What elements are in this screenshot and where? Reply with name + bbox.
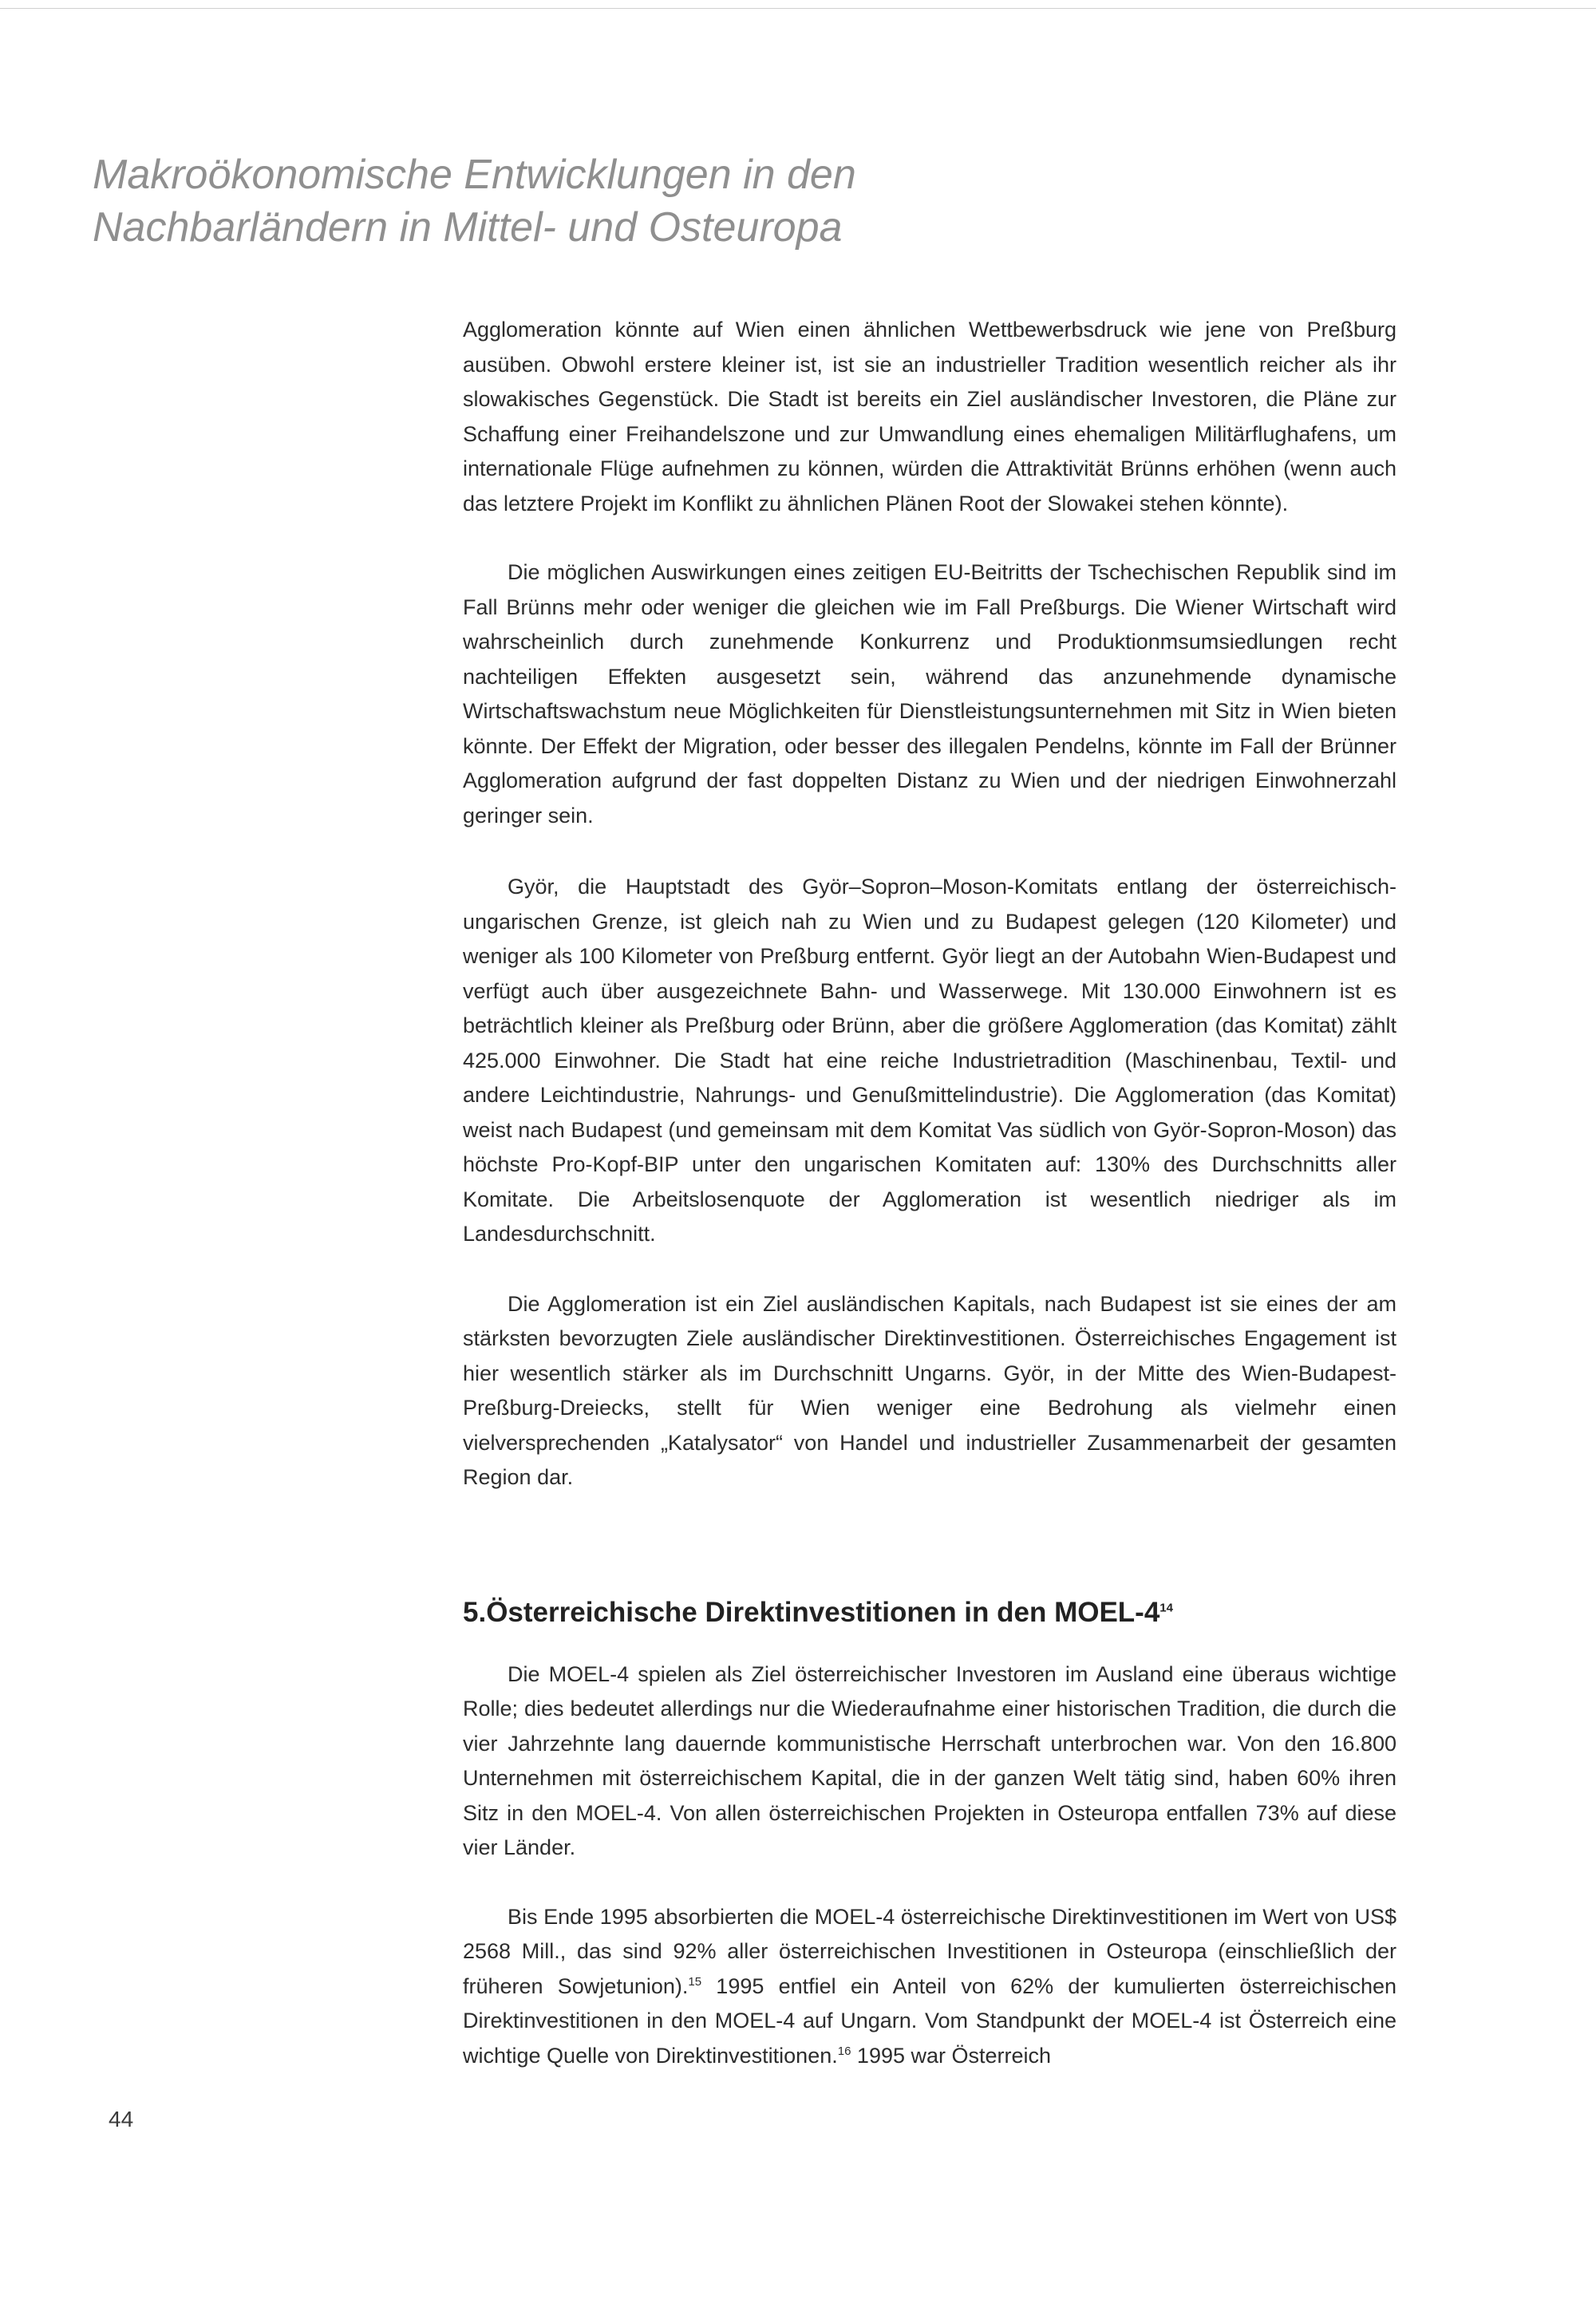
paragraph-moel4-role: Die MOEL-4 spielen als Ziel österreichischer Investoren im Ausland eine überaus wichtige Rolle; dies bedeutet allerdings nur die Wiederaufnahme einer historischen Tradition, die durch die vier Jahrzehnte lang dauernde kommunistische Herrschaft unterbrochen war. Von den 16.800 Unternehmen mit österreichischem Kapital, die in der ganzen Welt tätig sind, haben 60% ihren Sitz in den MOEL-4. Von allen österreichischen Projekten in Osteuropa entfallen 73% auf diese vier Länder.: [463, 1661, 1396, 1859]
paragraph-investment-1995: [463, 1900, 1396, 2074]
paragraph-brno-agglomeration: Agglomeration könnte auf Wien einen ähnlichen Wettbewerbsdruck wie jene von Preßburg ausüben. Obwohl erstere kleiner ist, ist sie an industrieller Tradition wesentlich reicher als ihr slowakisches Gegenstück. Die Stadt ist bereits ein Ziel ausländischer Investoren, die Pläne zur Schaffung einer Freihandelszone und zur Umwandlung eines ehemaligen Militärflughafens, um internationale Flüge aufnehmen zu können, würden die Attraktivität Brünns erhöhen (wenn auch das letztere Projekt im Konflikt zu ähnlichen Plänen Root der Slowakei stehen könnte).: [463, 318, 1396, 516]
chapter-title-line-1: Makroökonomische Entwicklungen in den: [93, 152, 856, 198]
paragraph-gyor-foreign-capital: Die Agglomeration ist ein Ziel ausländischen Kapitals, nach Budapest ist sie eines der am stärksten bevorzugten Ziele ausländischer Direktinvestitionen. Österreichisches Engagement ist hier wesentlich stärker als im Durchschnitt Ungarns. Györ, in der Mitte des Wien-Budapest-Preßburg-Dreiecks, stellt für Wien weniger eine Bedrohung als vielmehr einen vielversprechenden „Katalysator“ von Handel und industrieller Zusammenarbeit der gesamten Region dar.: [463, 1291, 1396, 1489]
paragraph-eu-accession-effects: Die möglichen Auswirkungen eines zeitigen EU-Beitritts der Tschechischen Republik sind im Fall Brünns mehr oder weniger die gleichen wie im Fall Preßburgs. Die Wiener Wirtschaft wird wahrscheinlich durch zunehmende Konkurrenz und Produktionmsumsiedlungen recht nachteiligen Effekten ausgesetzt sein, während das anzunehmende dynamische Wirtschaftswachstum neue Möglichkeiten für Dienstleistungsunternehmen mit Sitz in Wien bieten könnte. Der Effekt der Migration, oder besser des illegalen Pendelns, könnte im Fall der Brünner Agglomeration aufgrund der fast doppelten Distanz zu Wien und der niedrigen Einwohnerzahl geringer sein.: [463, 560, 1396, 828]
section-heading: [463, 1595, 1396, 1630]
footnote-ref-16[interactable]: 16: [837, 2044, 851, 2058]
chapter-title-line-2: Nachbarländern in Mittel- und Osteuropa: [93, 204, 843, 251]
footnote-ref-15[interactable]: 15: [688, 1974, 702, 1989]
body-column: [463, 313, 1396, 2073]
chapter-title: [93, 148, 1050, 254]
paragraph-investment-part-1: Bis Ende 1995 absorbierten die MOEL-4 österreichische Direktinvestitionen im Wert von US$ 2568 Mill., das sind 92% aller österreichischen Investitionen in Osteuropa (einschließlich der früheren Sowjetunion).: [463, 1904, 1396, 1998]
page-number: 44: [109, 2107, 134, 2131]
paragraph-gyor-overview: Györ, die Hauptstadt des Györ–Sopron–Moson-Komitats entlang der österreichisch-ungarischen Grenze, ist gleich nah zu Wien und zu Budapest gelegen (120 Kilometer) und weniger als 100 Kilometer von Preßburg entfernt. Györ liegt an der Autobahn Wien-Budapest und verfügt auch über ausgezeichnete Bahn- und Wasserwege. Mit 130.000 Einwohnern ist es beträchtlich kleiner als Preßburg oder Brünn, aber die größere Agglomeration (das Komitat) zählt 425.000 Einwohner. Die Stadt hat eine reiche Industrietradition (Maschinenbau, Textil- und andere Leichtindustrie, Nahrungs- und Genußmittelindustrie). Die Agglomeration (das Komitat) weist nach Budapest (und gemeinsam mit dem Komitat Vas südlich von Györ-Sopron-Moson) das höchste Pro-Kopf-BIP unter den ungarischen Komitaten auf: 130% des Durchschnitts aller Komitate. Die Arbeitslosenquote der Agglomeration ist wesentlich niedriger als im Landesdurchschnitt.: [463, 875, 1396, 1246]
paragraph-investment-part-3: 1995 war Österreich: [851, 2043, 1052, 2068]
paragraph-investment-part-2: 1995 entfiel ein Anteil von 62% der kumulierten österreichischen Direktinvestitionen in den MOEL-4 auf Ungarn. Vom Standpunkt der MOEL-4 ist Österreich eine wichtige Quelle von Direktinvestitionen.: [463, 1973, 1396, 2068]
section-heading-text: 5.Österreichische Direktinvestitionen in den MOEL-4: [463, 1596, 1160, 1628]
top-rule: [0, 8, 1596, 9]
footnote-ref-14[interactable]: 14: [1159, 1600, 1173, 1614]
